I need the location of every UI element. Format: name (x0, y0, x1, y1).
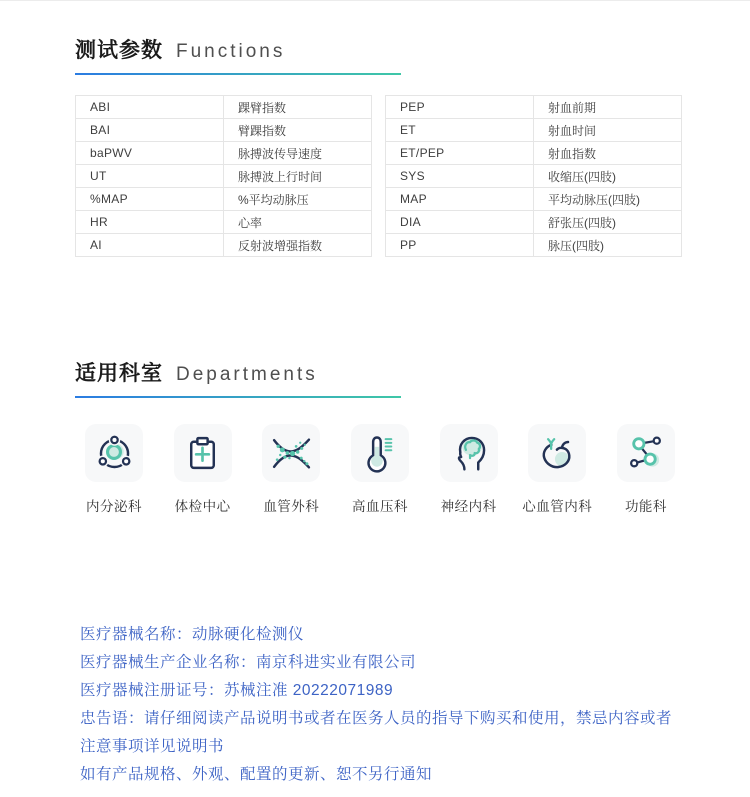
dept-item-hypertension (341, 424, 419, 515)
param-abbr: MAP (386, 188, 534, 211)
dept-item-neurology (430, 424, 508, 515)
functions-title-en: Functions (176, 41, 286, 62)
param-abbr: baPWV (76, 142, 224, 165)
table-row (386, 188, 682, 211)
param-abbr: ET/PEP (386, 142, 534, 165)
param-desc: 臂踝指数 (224, 119, 372, 142)
param-abbr: BAI (76, 119, 224, 142)
gradient-underline (75, 73, 401, 75)
registration-number-line: 医疗器械注册证号：苏械注准 20222071989 (80, 682, 394, 699)
dept-label: 神经内科 (440, 499, 497, 514)
param-desc: 舒张压(四肢) (534, 211, 682, 234)
param-desc: 脉搏波传导速度 (224, 142, 372, 165)
param-desc: 射血前期 (534, 96, 682, 119)
table-row (76, 165, 372, 188)
dept-item-endocrinology (75, 424, 153, 515)
parameter-tables (75, 95, 685, 257)
param-desc: 脉搏波上行时间 (224, 165, 372, 188)
param-desc: %平均动脉压 (224, 188, 372, 211)
param-abbr: HR (76, 211, 224, 234)
param-desc: 射血时间 (534, 119, 682, 142)
table-row (386, 119, 682, 142)
regulatory-footer (75, 621, 685, 789)
parameter-table-left (75, 95, 372, 257)
param-desc: 心率 (224, 211, 372, 234)
department-list (75, 424, 685, 515)
param-desc: 平均动脉压(四肢) (534, 188, 682, 211)
parameter-table-right (385, 95, 682, 257)
param-desc: 脉压(四肢) (534, 234, 682, 257)
gradient-underline (75, 396, 401, 398)
param-desc: 收缩压(四肢) (534, 165, 682, 188)
functions-title (75, 34, 685, 64)
warning-line: 忠告语：请仔细阅读产品说明书或者在医务人员的指导下购买和使用，禁忌内容或者注意事项详见说明书 (80, 710, 673, 755)
param-desc: 反射波增强指数 (224, 234, 372, 257)
table-row (386, 96, 682, 119)
physical-exam-icon (182, 433, 223, 474)
departments-title-en: Departments (176, 364, 318, 385)
dept-label: 内分泌科 (86, 499, 142, 514)
dept-item-physical-exam (164, 424, 242, 515)
dept-tile (440, 424, 498, 482)
dept-item-vascular-surgery (252, 424, 330, 515)
table-row (386, 165, 682, 188)
dept-tile (351, 424, 409, 482)
vascular-surgery-icon (271, 433, 312, 474)
functional-dept-icon (625, 433, 666, 474)
dept-tile (528, 424, 586, 482)
dept-tile (262, 424, 320, 482)
param-abbr: DIA (386, 211, 534, 234)
update-notice-line: 如有产品规格、外观、配置的更新、恕不另行通知 (80, 766, 433, 783)
table-row (76, 142, 372, 165)
param-abbr: SYS (386, 165, 534, 188)
dept-label: 心血管内科 (522, 499, 593, 514)
functions-section (75, 34, 685, 257)
param-desc: 踝臂指数 (224, 96, 372, 119)
param-abbr: PP (386, 234, 534, 257)
table-row (76, 96, 372, 119)
departments-title-cn: 适用科室 (75, 362, 163, 385)
dept-label: 高血压科 (351, 499, 408, 514)
functions-title-cn: 测试参数 (75, 39, 163, 62)
dept-item-functional (607, 424, 685, 515)
param-abbr: %MAP (76, 188, 224, 211)
param-abbr: ET (386, 119, 534, 142)
dept-tile (617, 424, 675, 482)
dept-tile (174, 424, 232, 482)
product-detail-page (0, 1, 750, 789)
hypertension-icon (359, 433, 400, 474)
departments-section (75, 357, 685, 515)
dept-label: 血管外科 (263, 499, 320, 514)
manufacturer-line: 医疗器械生产企业名称：南京科进实业有限公司 (80, 654, 417, 671)
param-abbr: ABI (76, 96, 224, 119)
param-abbr: UT (76, 165, 224, 188)
departments-header (75, 357, 685, 398)
table-row (386, 142, 682, 165)
dept-tile (85, 424, 143, 482)
param-desc: 射血指数 (534, 142, 682, 165)
dept-label: 体检中心 (174, 499, 231, 514)
param-abbr: AI (76, 234, 224, 257)
functions-header (75, 34, 685, 75)
dept-label: 功能科 (624, 499, 667, 514)
param-abbr: PEP (386, 96, 534, 119)
table-row (76, 234, 372, 257)
table-row (76, 119, 372, 142)
table-row (386, 211, 682, 234)
table-row (76, 211, 372, 234)
departments-title (75, 357, 685, 387)
endocrinology-icon (94, 433, 135, 474)
cardiology-icon (537, 433, 578, 474)
neurology-icon (448, 433, 489, 474)
table-row (386, 234, 682, 257)
dept-item-cardiology (518, 424, 596, 515)
table-row (76, 188, 372, 211)
device-name-line: 医疗器械名称：动脉硬化检测仪 (80, 626, 305, 643)
